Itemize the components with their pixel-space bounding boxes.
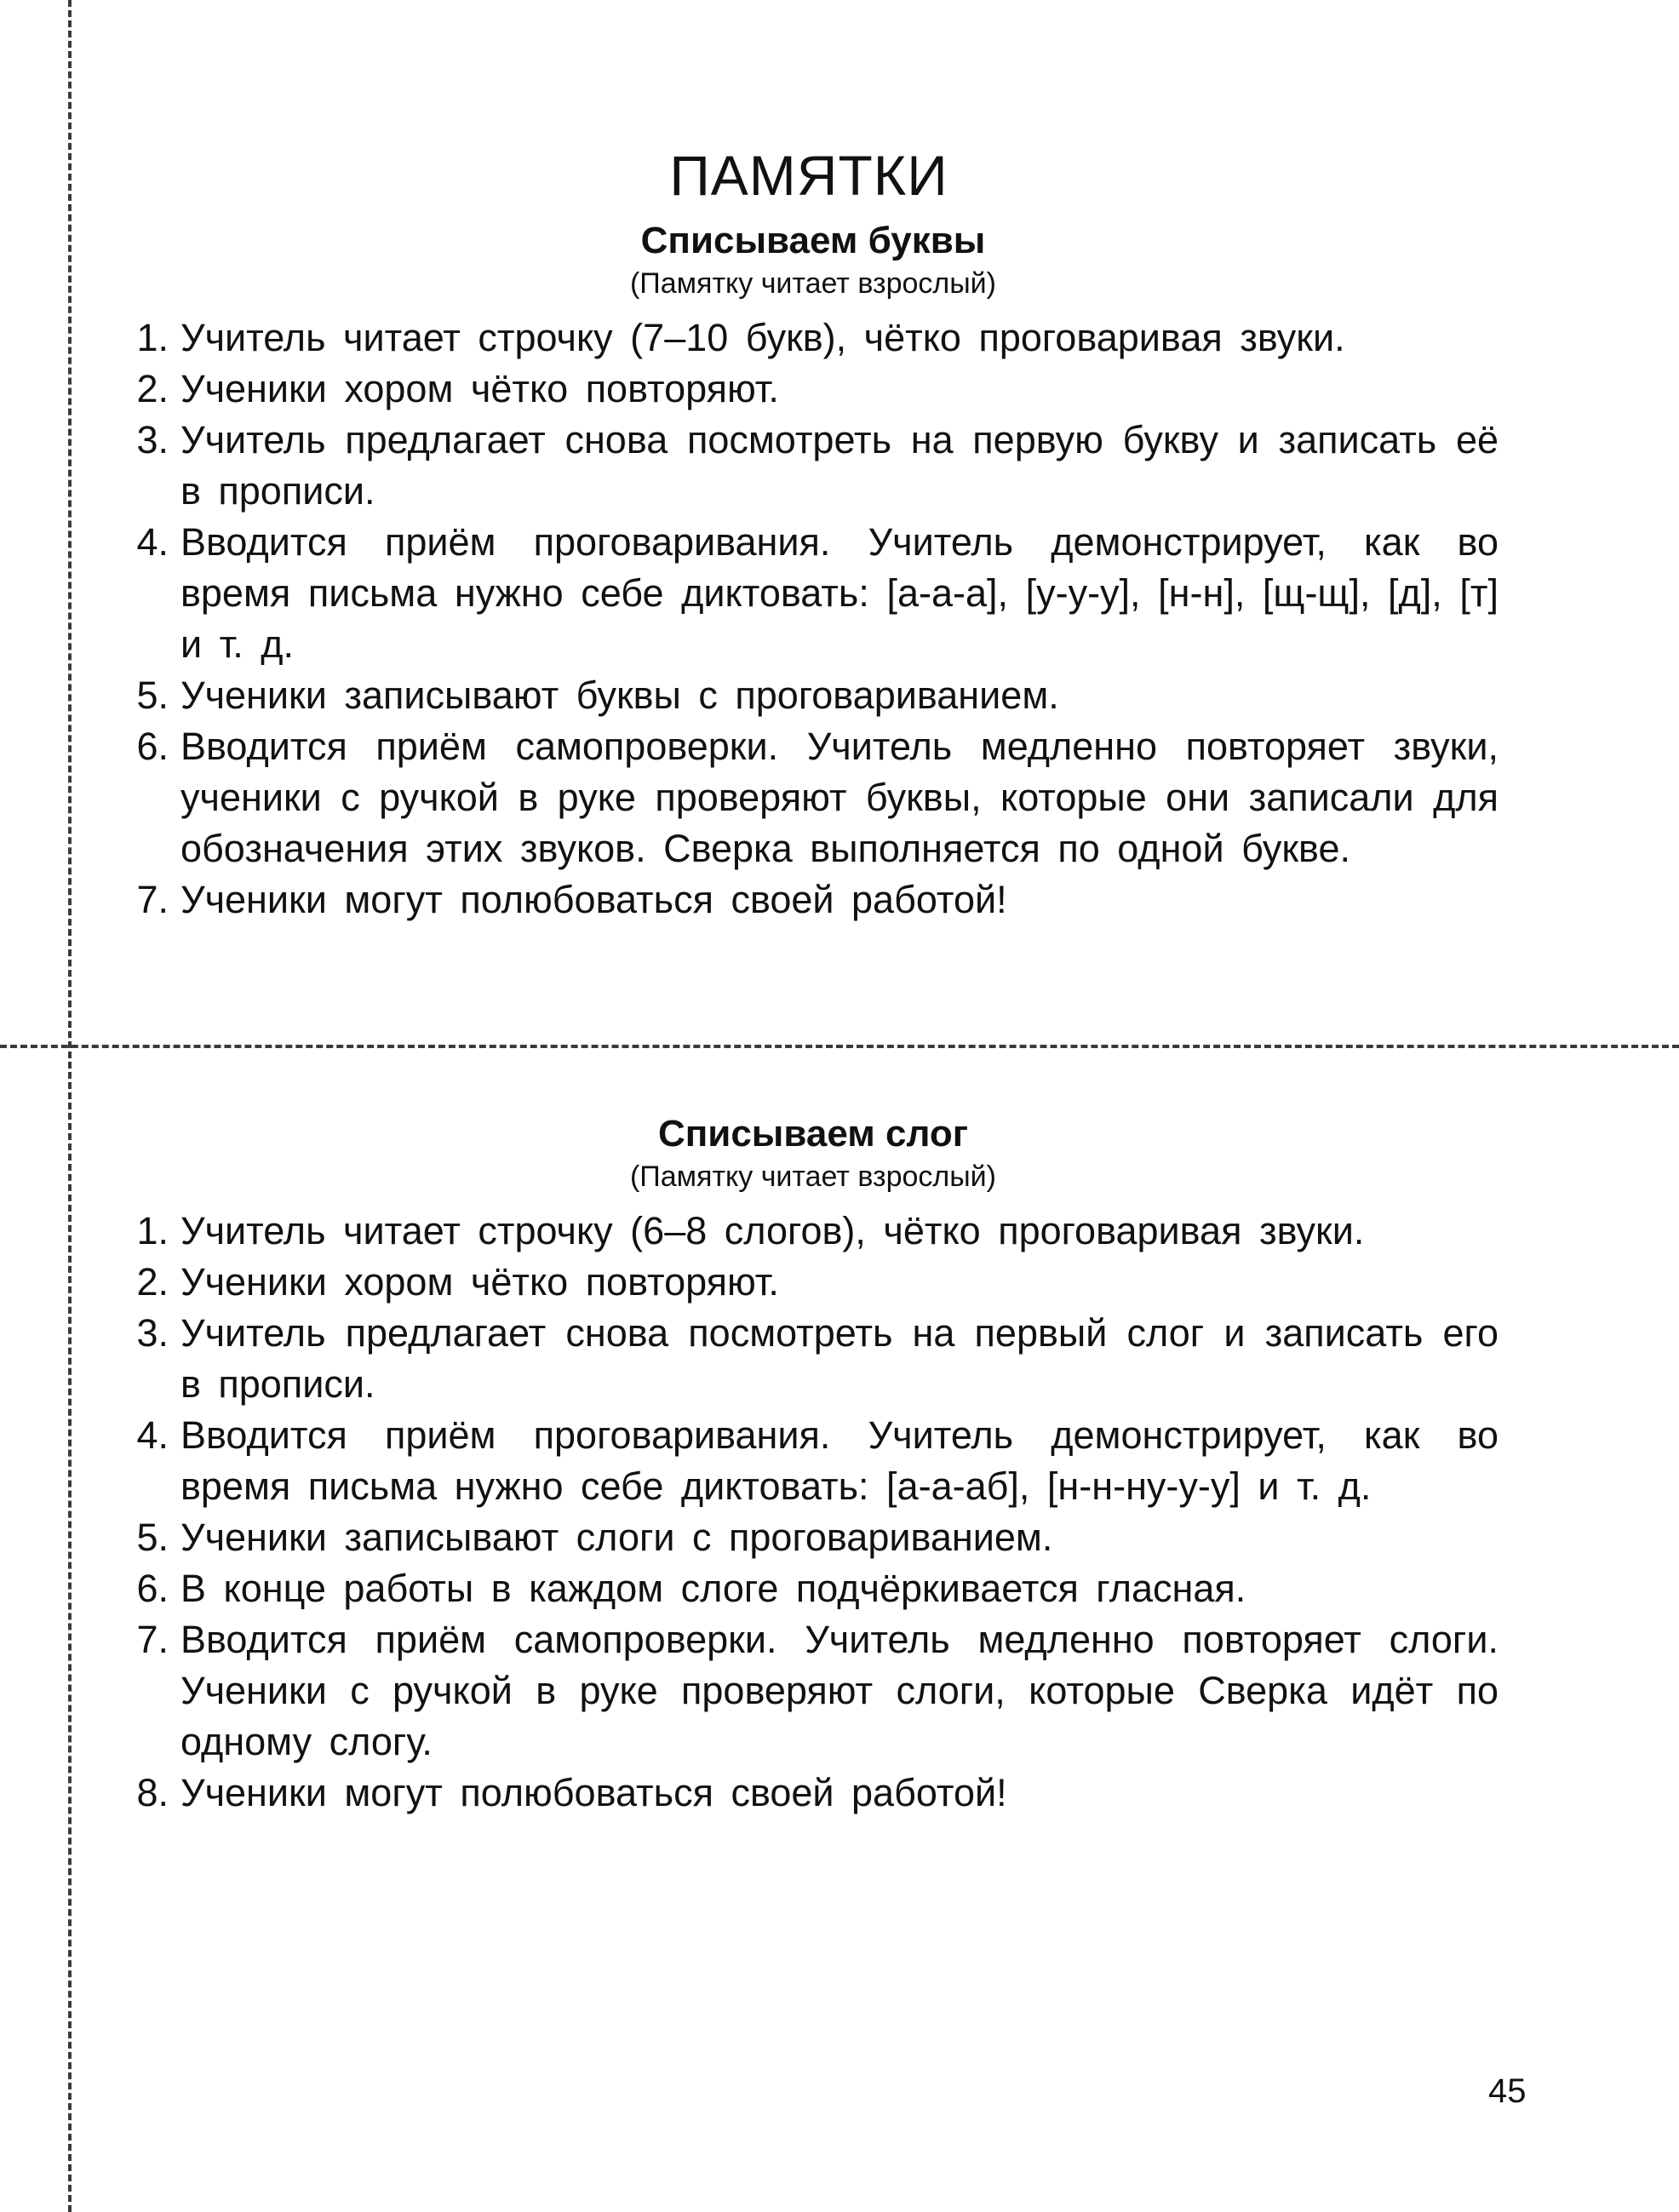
item-text: Учитель предлагает снова посмотреть на первый слог и записать его в прописи. bbox=[181, 1311, 1498, 1406]
item-text: Ученики хором чётко повторяют. bbox=[181, 1260, 779, 1304]
item-number: 6. bbox=[136, 1567, 169, 1610]
list-item bbox=[111, 364, 1498, 415]
item-text: Ученики хором чётко повторяют. bbox=[181, 367, 779, 410]
item-number: 7. bbox=[136, 1618, 169, 1661]
item-text: Вводится приём самопроверки. Учитель медленно повторяет слоги. Ученики с ручкой в руке проверяют слоги, которые Сверка идёт по одному слогу. bbox=[181, 1618, 1498, 1763]
list-item bbox=[111, 1410, 1498, 1512]
item-number: 1. bbox=[136, 1209, 169, 1252]
item-text: Вводится приём проговаривания. Учитель демонстрирует, как во время письма нужно себе диктовать: [а-а-а], [у-у-у], [н-н], [щ-щ], [д], [т] и т. д. bbox=[181, 520, 1498, 666]
item-number: 4. bbox=[136, 520, 169, 564]
item-text: Ученики записывают слоги с проговариванием. bbox=[181, 1516, 1053, 1559]
list-item bbox=[111, 1563, 1498, 1614]
item-text: Учитель предлагает снова посмотреть на первую букву и записать её в прописи. bbox=[181, 418, 1498, 513]
cut-line-vertical bbox=[68, 0, 72, 2212]
item-number: 2. bbox=[136, 1260, 169, 1304]
list-item bbox=[111, 1614, 1498, 1768]
list-item bbox=[111, 1768, 1498, 1819]
list-item bbox=[111, 517, 1498, 670]
item-text: Вводится приём проговаривания. Учитель демонстрирует, как во время письма нужно себе диктовать: [а-а-аб], [н-н-ну-у-у] и т. д. bbox=[181, 1413, 1498, 1508]
list-item bbox=[111, 874, 1498, 925]
item-number: 5. bbox=[136, 673, 169, 717]
list-item bbox=[111, 1257, 1498, 1308]
item-number: 1. bbox=[136, 316, 169, 359]
page-title: ПАМЯТКИ bbox=[669, 144, 948, 207]
cut-line-horizontal bbox=[0, 1045, 1679, 1048]
item-number: 3. bbox=[136, 418, 169, 461]
item-text: Ученики могут полюбоваться своей работой! bbox=[181, 878, 1007, 921]
item-text: Вводится приём самопроверки. Учитель медленно повторяет звуки, ученики с ручкой в руке проверяют буквы, которые они записали для обозначения этих звуков. Сверка выполняется по одной букве. bbox=[181, 725, 1498, 870]
item-number: 2. bbox=[136, 367, 169, 410]
page-number: 45 bbox=[1488, 2072, 1527, 2110]
list-item bbox=[111, 415, 1498, 517]
item-number: 4. bbox=[136, 1413, 169, 1457]
steps-list bbox=[111, 1206, 1498, 1819]
list-item bbox=[111, 670, 1498, 721]
list-item bbox=[111, 1308, 1498, 1410]
item-number: 8. bbox=[136, 1771, 169, 1814]
item-text: В конце работы в каждом слоге подчёркивается гласная. bbox=[181, 1567, 1246, 1610]
item-text: Ученики могут полюбоваться своей работой! bbox=[181, 1771, 1007, 1814]
item-number: 6. bbox=[136, 725, 169, 768]
item-text: Учитель читает строчку (7–10 букв), чётко проговаривая звуки. bbox=[181, 316, 1345, 359]
item-number: 5. bbox=[136, 1516, 169, 1559]
list-item bbox=[111, 1206, 1498, 1257]
memo-copy-syllable bbox=[111, 1113, 1498, 1819]
section-title: Списываем буквы bbox=[640, 220, 986, 261]
section-title: Списываем слог bbox=[657, 1113, 969, 1155]
steps-list bbox=[111, 312, 1498, 925]
item-text: Ученики записывают буквы с проговариванием. bbox=[181, 673, 1059, 717]
section-subtitle: (Памятку читает взрослый) bbox=[629, 1160, 996, 1193]
memo-copy-letters bbox=[111, 220, 1498, 925]
list-item bbox=[111, 1512, 1498, 1563]
item-number: 7. bbox=[136, 878, 169, 921]
section-subtitle: (Памятку читает взрослый) bbox=[629, 267, 996, 300]
item-number: 3. bbox=[136, 1311, 169, 1355]
list-item bbox=[111, 312, 1498, 364]
item-text: Учитель читает строчку (6–8 слогов), чётко проговаривая звуки. bbox=[181, 1209, 1365, 1252]
list-item bbox=[111, 721, 1498, 874]
